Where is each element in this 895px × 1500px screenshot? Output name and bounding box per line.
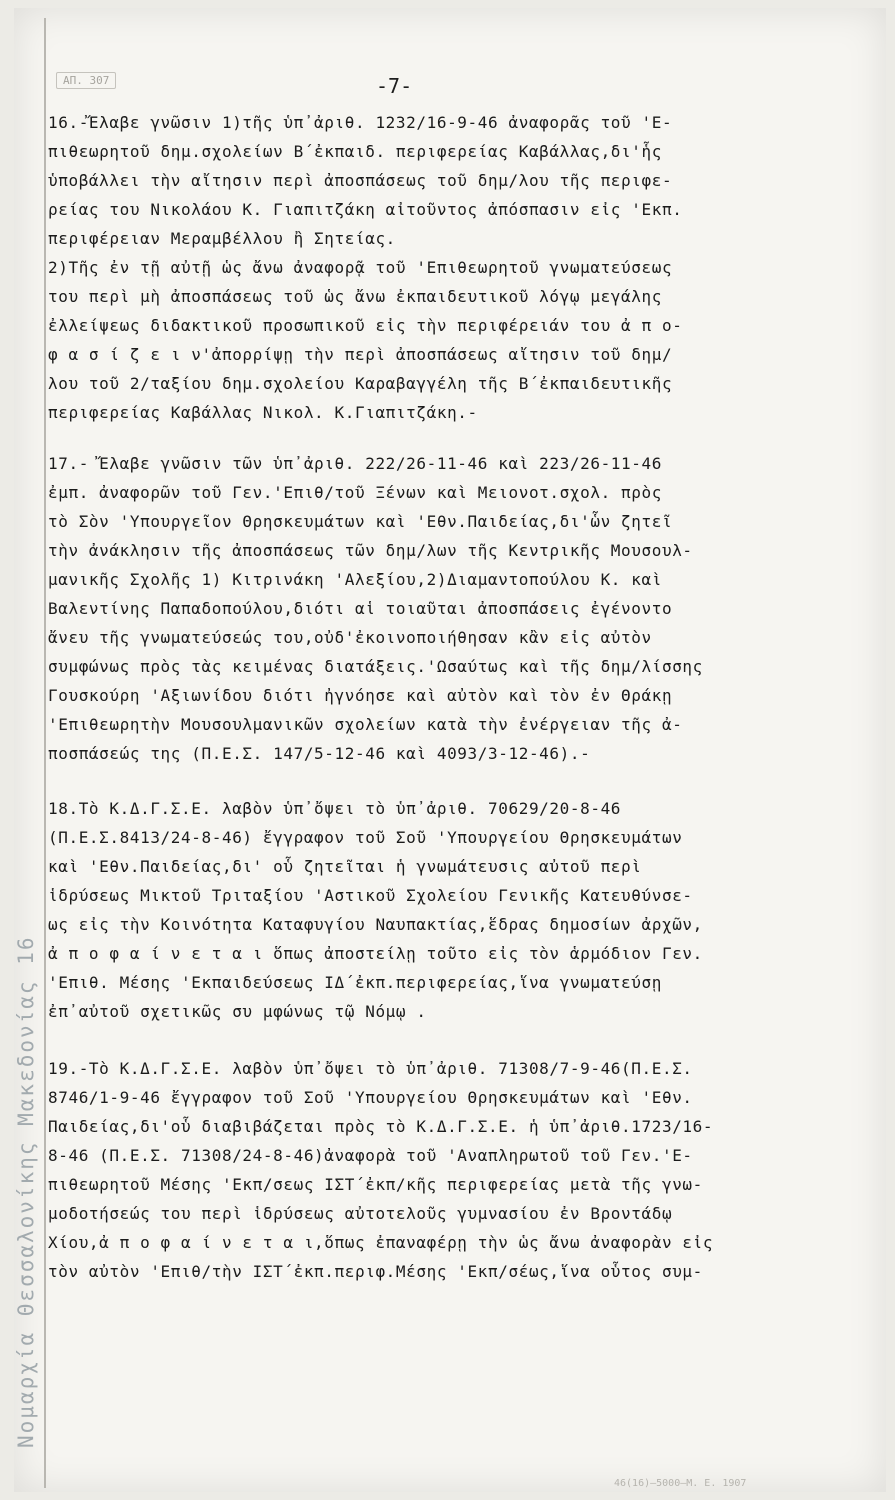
text-line: 8-46 (Π.Ε.Σ. 71308/24-8-46)ἀναφορὰ τοῦ 'Αναπληρωτοῦ τοῦ Γεν.'Ε- <box>48 1146 693 1165</box>
text-line: ἱδρύσεως Μικτοῦ Τριταξίου 'Αστικοῦ Σχολείου Γενικῆς Κατευθύνσε- <box>48 886 693 905</box>
text-line: ρείας του Νικολάου Κ. Γιαπιτζάκη αἰτοῦντος ἀπόσπασιν εἰς 'Εκπ. <box>48 200 683 219</box>
text-line: καὶ 'Εθν.Παιδείας,δι' οὗ ζητεῖται ἡ γνωμάτευσις αὐτοῦ περὶ <box>48 857 642 876</box>
text-line: του περὶ μὴ ἀποσπάσεως τοῦ ὡς ἄνω ἐκπαιδευτικοῦ λόγῳ μεγάλης <box>48 287 662 306</box>
text-line: 'Επιθεωρητὴν Μουσουλμανικῶν σχολείων κατὰ τὴν ἐνέργειαν τῆς ἀ- <box>48 715 683 734</box>
text-line: τὴν ἀνάκλησιν τῆς ἀποσπάσεως τῶν δημ/λων τῆς Κεντρικῆς Μουσουλ- <box>48 541 693 560</box>
text-line: λου τοῦ 2/ταξίου δημ.σχολείου Καραβαγγέλη τῆς Β΄ἐκπαιδευτικῆς <box>48 374 673 393</box>
text-line: ἐμπ. ἀναφορῶν τοῦ Γεν.'Επιθ/τοῦ Ξένων καὶ Μειονοτ.σχολ. πρὸς <box>48 483 662 502</box>
item-17 <box>48 449 878 768</box>
text-line: τὸν αὐτὸν 'Επιθ/τὴν ΙΣΤ΄ἐκπ.περιφ.Μέσης 'Εκπ/σέως,ἵνα οὗτος συμ- <box>48 1262 703 1281</box>
item-19 <box>48 1054 878 1286</box>
text-line: 'Επιθ. Μέσης 'Εκπαιδεύσεως ΙΔ΄ἐκπ.περιφερείας,ἵνα γνωματεύσῃ <box>48 973 662 992</box>
page-number: -7- <box>376 74 413 98</box>
text-line: ἀ π ο φ α ί ν ε τ α ι ὅπως ἀποστείλῃ τοῦτο εἰς τὸν ἁρμόδιον Γεν. <box>48 944 703 963</box>
document-body <box>48 108 878 1286</box>
text-line: Βαλεντίνης Παπαδοπούλου,διότι αἱ τοιαῦται ἀποσπάσεις ἐγένοντο <box>48 599 673 618</box>
margin-annotation: Νομαρχία Θεσσαλονίκης Μακεδονίας 16 <box>14 935 38 1448</box>
margin-rule <box>44 18 46 1488</box>
text-line: ἄνευ τῆς γνωματεύσεώς του,οὐδ'ἐκοινοποιήθησαν κἂν εἰς αὐτὸν <box>48 628 652 647</box>
paragraph-gap <box>48 1026 878 1054</box>
text-line: ποσπάσεώς της (Π.Ε.Σ. 147/5-12-46 καὶ 4093/3-12-46).- <box>48 744 591 763</box>
text-line: Γουσκούρη 'Αξιωνίδου διότι ἠγνόησε καὶ αὐτὸν καὶ τὸν ἐν Θράκῃ <box>48 686 673 705</box>
text-line: 16.-Ἔλαβε γνῶσιν 1)τῆς ὑπ᾽ἀριθ. 1232/16-9-46 ἀναφορᾶς τοῦ 'Ε- <box>48 113 673 132</box>
document-page <box>14 8 886 1492</box>
text-line: 2)Τῆς ἐν τῇ αὐτῇ ὡς ἄνω ἀναφορᾷ τοῦ 'Επιθεωρητοῦ γνωματεύσεως <box>48 258 673 277</box>
text-line: τὸ Σὸν 'Υπουργεῖον Θρησκευμάτων καὶ 'Εθν.Παιδείας,δι'ὧν ζητεῖ <box>48 512 673 531</box>
text-line: ὑποβάλλει τὴν αἴτησιν περὶ ἀποσπάσεως τοῦ δημ/λου τῆς περιφε- <box>48 171 673 190</box>
archive-stamp: ΑΠ. 307 <box>56 72 116 89</box>
text-line: ως εἰς τὴν Κοινότητα Καταφυγίου Ναυπακτίας,ἕδρας δημοσίων ἀρχῶν, <box>48 915 703 934</box>
text-line: 18.Τὸ Κ.Δ.Γ.Σ.Ε. λαβὸν ὑπ᾽ὄψει τὸ ὑπ᾽ἀριθ. 70629/20-8-46 <box>48 799 622 818</box>
item-16 <box>48 108 878 427</box>
text-line: πιθεωρητοῦ Μέσης 'Εκπ/σεως ΙΣΤ΄ἐκπ/κῆς περιφερείας μετὰ τῆς γνω- <box>48 1175 703 1194</box>
text-line: μοδοτήσεώς του περὶ ἱδρύσεως αὐτοτελοῦς γυμνασίου ἐν Βροντάδῳ <box>48 1204 673 1223</box>
paragraph-gap <box>48 427 878 449</box>
item-18 <box>48 794 878 1026</box>
text-line: 17.- Ἔλαβε γνῶσιν τῶν ὑπ᾽ἀριθ. 222/26-11-46 καὶ 223/26-11-46 <box>48 454 662 473</box>
text-line: μανικῆς Σχολῆς 1) Κιτρινάκη 'Αλεξίου,2)Διαμαντοπούλου Κ. καὶ <box>48 570 662 589</box>
text-line: 8746/1-9-46 ἔγγραφον τοῦ Σοῦ 'Υπουργείου Θρησκευμάτων καὶ 'Εθν. <box>48 1088 693 1107</box>
text-line: φ α σ ί ζ ε ι ν'ἀπορρίψῃ τὴν περὶ ἀποσπάσεως αἴτησιν τοῦ δημ/ <box>48 345 673 364</box>
paragraph-gap <box>48 768 878 794</box>
text-line: περιφέρειαν Μεραμβέλλου ἢ Σητείας. <box>48 229 396 248</box>
text-line: συμφώνως πρὸς τὰς κειμένας διατάξεις.'Ωσαύτως καὶ τῆς δημ/λίσσης <box>48 657 703 676</box>
text-line: περιφερείας Καβάλλας Νικολ. Κ.Γιαπιτζάκη.- <box>48 403 478 422</box>
printer-imprint: 46(16)—5000—Μ. Ε. 1907 <box>614 1478 747 1489</box>
text-line: ἐπ᾽αὐτοῦ σχετικῶς συ μφώνως τῷ Νόμῳ . <box>48 1002 427 1021</box>
text-line: Παιδείας,δι'οὗ διαβιβάζεται πρὸς τὸ Κ.Δ.Γ.Σ.Ε. ἡ ὑπ᾽ἀριθ.1723/16- <box>48 1117 714 1136</box>
text-line: 19.-Τὸ Κ.Δ.Γ.Σ.Ε. λαβὸν ὑπ᾽ὄψει τὸ ὑπ᾽ἀριθ. 71308/7-9-46(Π.Ε.Σ. <box>48 1059 693 1078</box>
text-line: (Π.Ε.Σ.8413/24-8-46) ἔγγραφον τοῦ Σοῦ 'Υπουργείου Θρησκευμάτων <box>48 828 683 847</box>
text-line: πιθεωρητοῦ δημ.σχολείων Β΄ἐκπαιδ. περιφερείας Καβάλλας,δι'ἧς <box>48 142 662 161</box>
text-line: Χίου,ἀ π ο φ α ί ν ε τ α ι,ὅπως ἐπαναφέρῃ τὴν ὡς ἄνω ἀναφορὰν εἰς <box>48 1233 714 1252</box>
text-line: ἐλλείψεως διδακτικοῦ προσωπικοῦ εἰς τὴν περιφέρειάν του ἀ π ο- <box>48 316 683 335</box>
